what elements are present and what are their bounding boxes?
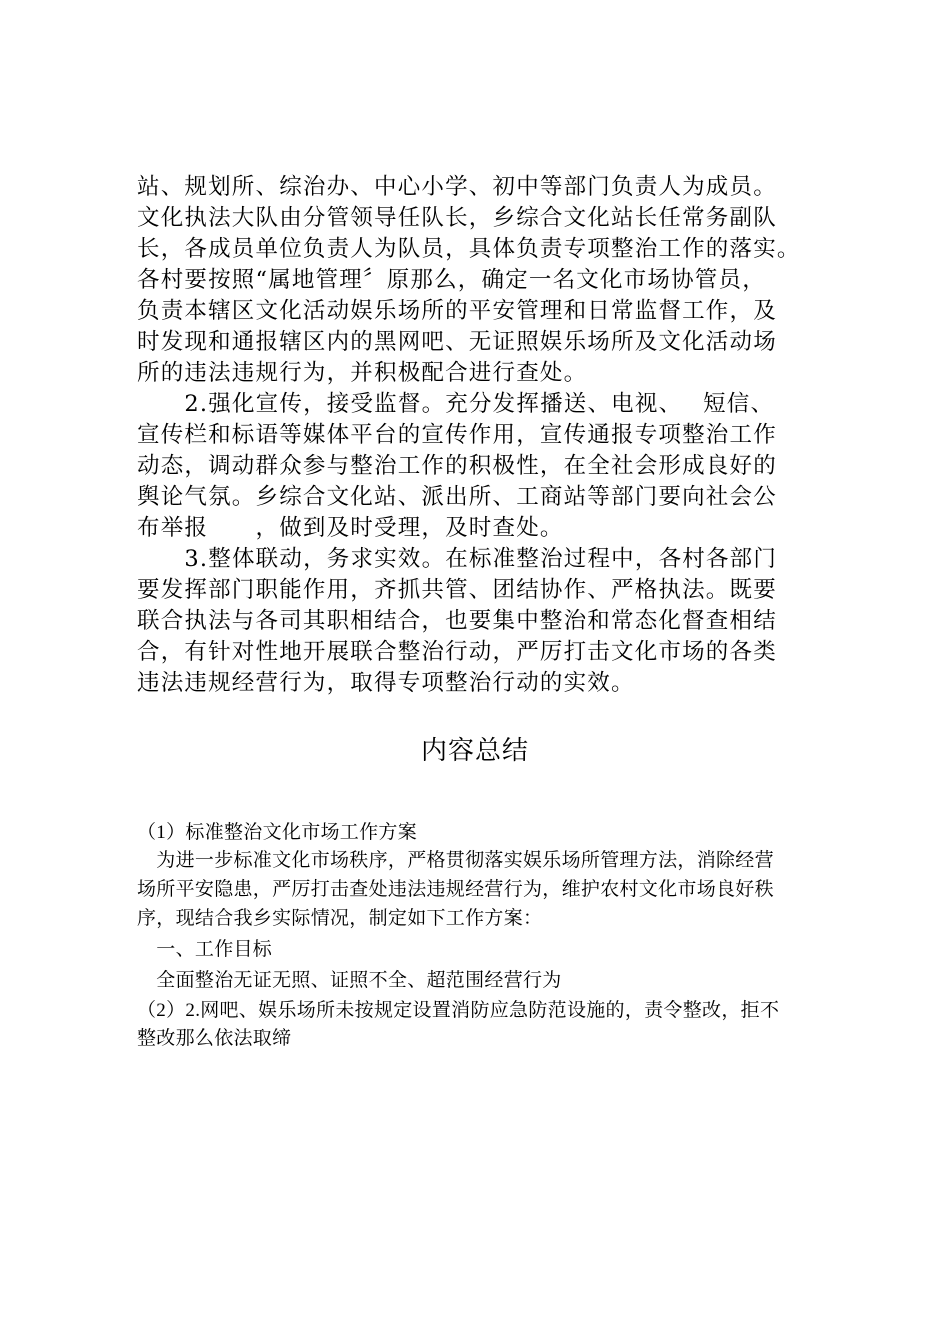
body-line: 布举报 ，做到及时受理，及时查处。: [137, 515, 564, 541]
body-line: 舆论气氛。乡综合文化站、派出所、工商站等部门要向社会公: [137, 484, 777, 510]
body-line: 文化执法大队由分管领导任队长，乡综合文化站长任常务副队: [137, 205, 777, 231]
summary-line: 序，现结合我乡实际情况，制定如下工作方案：: [137, 908, 543, 929]
body-line: 2.强化宣传，接受监督。充分发挥播送、电视、 短信、: [137, 391, 775, 417]
body-line: 违法违规经营行为，取得专项整治行动的实效。: [137, 670, 635, 696]
summary-line: 为进一步标准文化市场秩序，严格贯彻落实娱乐场所管理方法，消除经营: [137, 850, 774, 871]
summary-line: 整改那么依法取缔: [137, 1028, 292, 1049]
summary-title: 内容总结: [420, 736, 529, 766]
body-line: 所的违法违规行为，并积极配合进行查处。: [137, 360, 588, 386]
summary-line: 全面整治无证无照、证照不全、超范围经营行为: [137, 970, 562, 991]
summary-line: （1）标准整治文化市场工作方案: [137, 822, 418, 843]
summary-line: 场所平安隐患，严厉打击查处违法违规经营行为，维护农村文化市场良好秩: [137, 879, 774, 900]
body-line: 宣传栏和标语等媒体平台的宣传作用，宣传通报专项整治工作: [137, 422, 777, 448]
body-line: 联合执法与各司其职相结合，也要集中整治和常态化督查相结: [137, 608, 777, 634]
body-line: 3.整体联动，务求实效。在标准整治过程中，各村各部门: [137, 546, 778, 572]
summary-line: 一、工作目标: [137, 939, 273, 960]
body-line: 动态，调动群众参与整治工作的积极性，在全社会形成良好的: [137, 453, 777, 479]
body-line: 各村要按照“属地管理〞原那么，确定一名文化市场协管员，: [137, 267, 766, 293]
body-line: 要发挥部门职能作用，齐抓共管、团结协作、严格执法。既要: [137, 577, 777, 603]
body-line: 站、规划所、综治办、中心小学、初中等部门负责人为成员。: [137, 174, 777, 200]
body-line: 负责本辖区文化活动娱乐场所的平安管理和日常监督工作，及: [137, 298, 777, 324]
body-line: 时发现和通报辖区内的黑网吧、无证照娱乐场所及文化活动场: [137, 329, 777, 355]
body-line: 合，有针对性地开展联合整治行动，严厉打击文化市场的各类: [137, 639, 777, 665]
summary-line: （2）2.网吧、娱乐场所未按规定设置消防应急防范设施的，责令整改，拒不: [137, 1000, 780, 1021]
body-line: 长，各成员单位负责人为队员，具体负责专项整治工作的落实。: [137, 236, 801, 262]
